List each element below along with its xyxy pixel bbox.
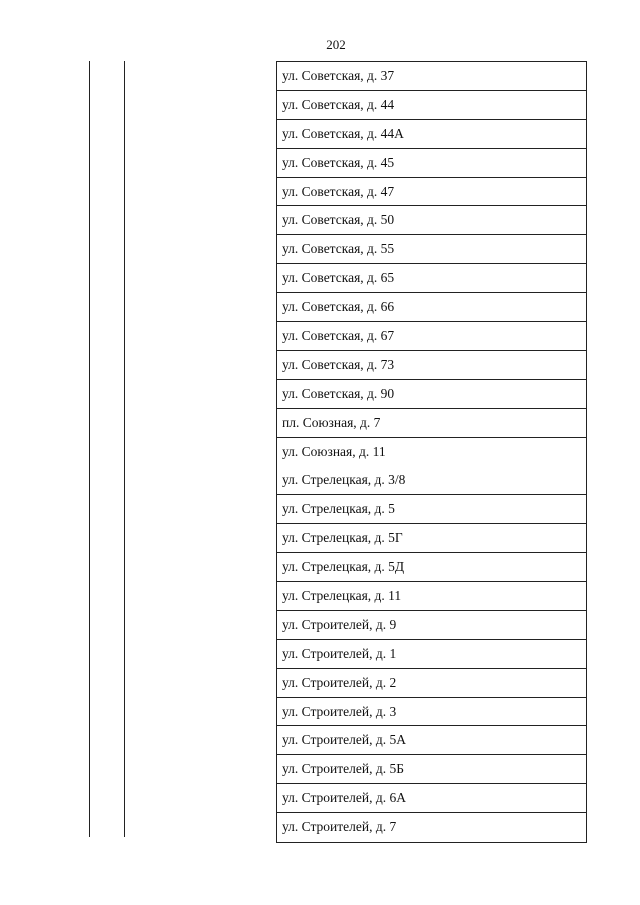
table-row: ул. Советская, д. 66 <box>277 293 586 322</box>
table-row: ул. Советская, д. 47 <box>277 178 586 207</box>
table-row: ул. Советская, д. 44 <box>277 91 586 120</box>
table-left-border <box>89 61 90 837</box>
table-row: ул. Советская, д. 44А <box>277 120 586 149</box>
table-row: ул. Строителей, д. 2 <box>277 669 586 698</box>
table-row: ул. Строителей, д. 7 <box>282 819 397 835</box>
table-row: ул. Советская, д. 45 <box>277 149 586 178</box>
table-row: ул. Строителей, д. 6А <box>277 784 586 813</box>
table-row: ул. Советская, д. 90 <box>277 380 586 409</box>
table-column-divider <box>124 61 125 837</box>
table-row: пл. Союзная, д. 7 <box>277 409 586 438</box>
table-row: ул. Советская, д. 37 <box>277 62 586 91</box>
table-row: ул. Стрелецкая, д. 5Д <box>277 553 586 582</box>
table-row: ул. Стрелецкая, д. 5 <box>277 495 586 524</box>
table-row: ул. Советская, д. 50 <box>277 206 586 235</box>
table-row: ул. Союзная, д. 11 <box>282 443 386 459</box>
table-row: ул. Советская, д. 55 <box>277 235 586 264</box>
table-row: ул. Стрелецкая, д. 5Г <box>277 524 586 553</box>
table-row: ул. Строителей, д. 5Б <box>277 755 586 784</box>
table-row: ул. Стрелецкая, д. 3/8 <box>277 466 586 495</box>
table-row: ул. Советская, д. 65 <box>277 264 586 293</box>
table-row: ул. Советская, д. 73 <box>277 351 586 380</box>
table-row: ул. Строителей, д. 1 <box>277 640 586 669</box>
address-table <box>276 61 587 843</box>
table-row: ул. Стрелецкая, д. 11 <box>277 582 586 611</box>
page-number: 202 <box>326 37 346 52</box>
table-row: ул. Строителей, д. 5А <box>277 726 586 755</box>
table-row: ул. Советская, д. 67 <box>277 322 586 351</box>
table-row: ул. Строителей, д. 9 <box>277 611 586 640</box>
table-row: ул. Строителей, д. 3 <box>277 698 586 727</box>
